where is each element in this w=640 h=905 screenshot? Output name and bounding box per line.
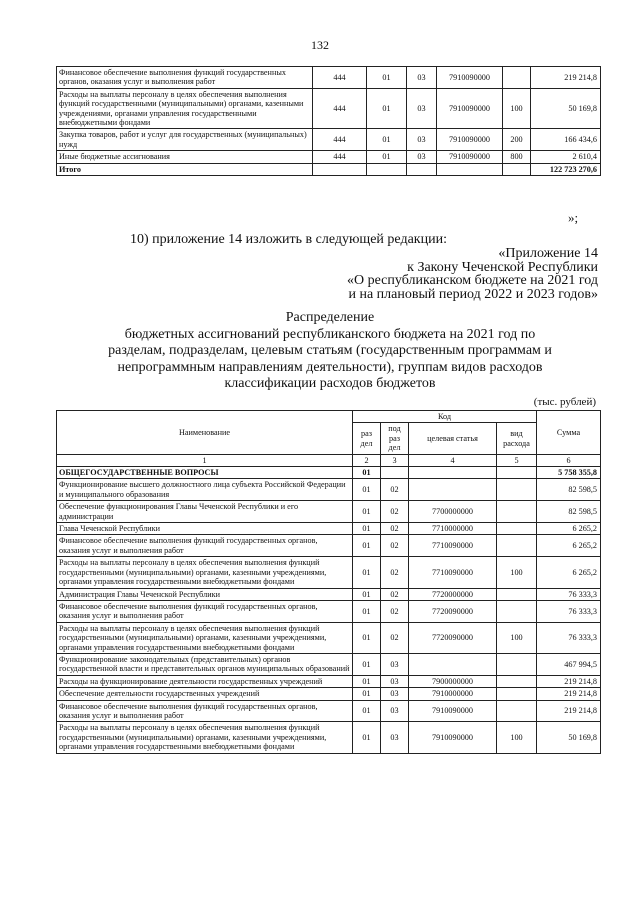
table-row	[57, 67, 601, 89]
row-expense-type: 100	[497, 722, 537, 753]
col-number: 4	[409, 454, 497, 466]
row-section: 01	[353, 467, 381, 479]
row-expense-type	[497, 535, 537, 557]
row-subsection: 02	[381, 588, 409, 600]
document-heading	[56, 310, 604, 393]
annex-line: к Закону Чеченской Республики	[407, 259, 598, 275]
table-row	[57, 88, 601, 129]
row-target-item: 7900000000	[409, 675, 497, 687]
row-subsection: 03	[381, 653, 409, 675]
row-name: Обеспечение функционирования Главы Чеченской Республики и его администрации	[57, 501, 353, 523]
row-name: Иные бюджетные ассигнования	[57, 151, 313, 163]
row-department: 444	[313, 67, 367, 89]
col-number: 5	[497, 454, 537, 466]
table-row	[57, 675, 601, 687]
row-sum: 219 214,8	[537, 675, 601, 687]
row-expense-type	[503, 67, 531, 89]
row-sum: 2 610,4	[531, 151, 601, 163]
header-code: Код	[353, 411, 537, 423]
row-expense-type	[497, 588, 537, 600]
col-number: 6	[537, 454, 601, 466]
row-expense-type	[497, 600, 537, 622]
row-sum: 219 214,8	[531, 67, 601, 89]
row-name: Финансовое обеспечение выполнения функций государственных органов, оказания услуг и выполнения работ	[57, 600, 353, 622]
empty-cell	[503, 163, 531, 175]
continued-budget-table	[56, 66, 601, 176]
empty-cell	[313, 163, 367, 175]
row-sum: 6 265,2	[537, 523, 601, 535]
row-expense-type: 800	[503, 151, 531, 163]
row-name: Обеспечение деятельности государственных учреждений	[57, 688, 353, 700]
col-number: 2	[353, 454, 381, 466]
row-section: 01	[367, 151, 407, 163]
heading-line: бюджетных ассигнований республиканского бюджета на 2021 год по	[124, 326, 536, 342]
row-subsection: 03	[381, 675, 409, 687]
budget-allocation-table	[56, 410, 601, 754]
row-section: 01	[353, 653, 381, 675]
row-target-item: 7710000000	[409, 523, 497, 535]
row-subsection: 02	[381, 501, 409, 523]
row-subsection: 02	[381, 622, 409, 653]
empty-cell	[437, 163, 503, 175]
table-row	[57, 129, 601, 151]
col-number: 1	[57, 454, 353, 466]
row-target-item: 7720000000	[409, 588, 497, 600]
annex-line: и на плановый период 2022 и 2023 годов»	[348, 286, 598, 302]
row-target-item: 7910090000	[409, 700, 497, 722]
heading-line: непрограммным направлениям деятельности), группам видов расходов	[117, 359, 543, 375]
row-sum: 467 994,5	[537, 653, 601, 675]
table-row	[57, 722, 601, 753]
row-expense-type: 200	[503, 129, 531, 151]
closing-quote: »;	[568, 210, 579, 225]
annex-header	[347, 247, 598, 301]
row-target-item: 7720090000	[409, 622, 497, 653]
empty-cell	[367, 163, 407, 175]
row-expense-type	[497, 653, 537, 675]
row-department: 444	[313, 129, 367, 151]
heading-line: классификации расходов бюджетов	[224, 376, 436, 391]
annex-line: «Приложение 14	[498, 246, 598, 261]
row-name: ОБЩЕГОСУДАРСТВЕННЫЕ ВОПРОСЫ	[57, 467, 353, 479]
row-sum: 76 333,3	[537, 600, 601, 622]
units-label: (тыс. рублей)	[533, 396, 596, 408]
row-section: 01	[353, 588, 381, 600]
row-subsection: 03	[381, 688, 409, 700]
row-section: 01	[367, 129, 407, 151]
table-row	[57, 151, 601, 163]
row-target-item	[409, 479, 497, 501]
table-row	[57, 467, 601, 479]
row-subsection	[381, 467, 409, 479]
row-expense-type	[497, 675, 537, 687]
row-expense-type	[497, 479, 537, 501]
header-name: Наименование	[57, 411, 353, 455]
header-target-item: целевая статья	[409, 423, 497, 454]
row-name: Функционирование законодательных (представительных) органов государственной власти и представительных органов муниципальных образований	[57, 653, 353, 675]
header-section: раз дел	[353, 423, 381, 454]
row-sum: 219 214,8	[537, 700, 601, 722]
annex-line: «О республиканском бюджете на 2021 год	[347, 273, 598, 288]
row-expense-type: 100	[503, 88, 531, 129]
table-row	[57, 523, 601, 535]
header-sum: Сумма	[537, 411, 601, 455]
row-expense-type	[497, 688, 537, 700]
row-section: 01	[353, 600, 381, 622]
table-row	[57, 535, 601, 557]
row-section: 01	[367, 88, 407, 129]
row-target-item: 7910090000	[437, 129, 503, 151]
row-name: Расходы на выплаты персоналу в целях обеспечения выполнения функций государственными (муниципальными) органами, казенными учреждениями, органами управления государственными внебюджетными фондами	[57, 88, 313, 129]
total-label: Итого	[57, 163, 313, 175]
table-row	[57, 479, 601, 501]
row-name: Закупка товаров, работ и услуг для государственных (муниципальных) нужд	[57, 129, 313, 151]
row-section: 01	[353, 501, 381, 523]
row-subsection: 02	[381, 523, 409, 535]
row-name: Функционирование высшего должностного лица субъекта Российской Федерации и муниципального образования	[57, 479, 353, 501]
row-sum: 6 265,2	[537, 535, 601, 557]
row-section: 01	[367, 67, 407, 89]
row-target-item: 7700000000	[409, 501, 497, 523]
row-department: 444	[313, 88, 367, 129]
row-target-item: 7720090000	[409, 600, 497, 622]
row-target-item: 7910090000	[409, 722, 497, 753]
row-target-item: 7910000000	[409, 688, 497, 700]
row-name: Расходы на выплаты персоналу в целях обеспечения выполнения функций государственными (муниципальными) органами, казенными учреждениями, органами управления государственными внебюджетными фондами	[57, 722, 353, 753]
row-name: Финансовое обеспечение выполнения функций государственных органов, оказания услуг и выполнения работ	[57, 700, 353, 722]
table-row	[57, 588, 601, 600]
amendment-paragraph: 10) приложение 14 изложить в следующей редакции:	[130, 232, 447, 247]
row-subsection: 03	[381, 722, 409, 753]
row-target-item: 7710090000	[409, 535, 497, 557]
row-sum: 50 169,8	[531, 88, 601, 129]
row-section: 01	[353, 675, 381, 687]
row-sum: 76 333,3	[537, 588, 601, 600]
row-section: 01	[353, 523, 381, 535]
row-subsection: 02	[381, 535, 409, 557]
table-row	[57, 622, 601, 653]
row-section: 01	[353, 557, 381, 588]
table-row	[57, 600, 601, 622]
heading-line: Распределение	[285, 310, 375, 325]
row-name: Финансовое обеспечение выполнения функций государственных органов, оказания услуг и выполнения работ	[57, 67, 313, 89]
row-name: Расходы на выплаты персоналу в целях обеспечения выполнения функций государственными (муниципальными) органами, казенными учреждениями, органами управления государственными внебюджетными фондами	[57, 557, 353, 588]
row-department: 444	[313, 151, 367, 163]
row-subsection: 02	[381, 557, 409, 588]
table-row	[57, 700, 601, 722]
row-name: Расходы на функционирование деятельности государственных учреждений	[57, 675, 353, 687]
row-section: 01	[353, 700, 381, 722]
empty-cell	[407, 163, 437, 175]
row-section: 01	[353, 688, 381, 700]
row-target-item: 7710090000	[409, 557, 497, 588]
row-target-item: 7910090000	[437, 88, 503, 129]
col-number: 3	[381, 454, 409, 466]
total-row	[57, 163, 601, 175]
header-expense-type: вид расхода	[497, 423, 537, 454]
row-sum: 219 214,8	[537, 688, 601, 700]
row-section: 01	[353, 479, 381, 501]
heading-line: разделам, подразделам, целевым статьям (государственным программам и	[108, 343, 552, 358]
row-section: 01	[353, 722, 381, 753]
row-expense-type	[497, 501, 537, 523]
row-name: Глава Чеченской Республики	[57, 523, 353, 535]
row-section: 01	[353, 622, 381, 653]
row-subsection: 03	[407, 67, 437, 89]
row-sum: 5 758 355,8	[537, 467, 601, 479]
header-subsection: под раз дел	[381, 423, 409, 454]
page-number: 132	[311, 38, 329, 52]
row-target-item	[409, 653, 497, 675]
row-target-item: 7910090000	[437, 67, 503, 89]
row-name: Расходы на выплаты персоналу в целях обеспечения выполнения функций государственными (муниципальными) органами, казенными учреждениями, органами управления государственными внебюджетными фондами	[57, 622, 353, 653]
row-expense-type	[497, 700, 537, 722]
row-subsection: 03	[407, 151, 437, 163]
row-expense-type: 100	[497, 622, 537, 653]
table-row	[57, 557, 601, 588]
row-name: Финансовое обеспечение выполнения функций государственных органов, оказания услуг и выполнения работ	[57, 535, 353, 557]
row-target-item: 7910090000	[437, 151, 503, 163]
row-section: 01	[353, 535, 381, 557]
row-subsection: 02	[381, 600, 409, 622]
table-row	[57, 688, 601, 700]
row-expense-type	[497, 523, 537, 535]
row-sum: 50 169,8	[537, 722, 601, 753]
row-sum: 166 434,6	[531, 129, 601, 151]
row-expense-type: 100	[497, 557, 537, 588]
total-sum: 122 723 270,6	[531, 163, 601, 175]
row-subsection: 03	[407, 129, 437, 151]
row-name: Администрация Главы Чеченской Республики	[57, 588, 353, 600]
table-row	[57, 653, 601, 675]
row-sum: 82 598,5	[537, 479, 601, 501]
row-subsection: 03	[381, 700, 409, 722]
row-target-item	[409, 467, 497, 479]
row-sum: 6 265,2	[537, 557, 601, 588]
row-sum: 76 333,3	[537, 622, 601, 653]
row-expense-type	[497, 467, 537, 479]
table-row	[57, 501, 601, 523]
row-sum: 82 598,5	[537, 501, 601, 523]
row-subsection: 03	[407, 88, 437, 129]
row-subsection: 02	[381, 479, 409, 501]
